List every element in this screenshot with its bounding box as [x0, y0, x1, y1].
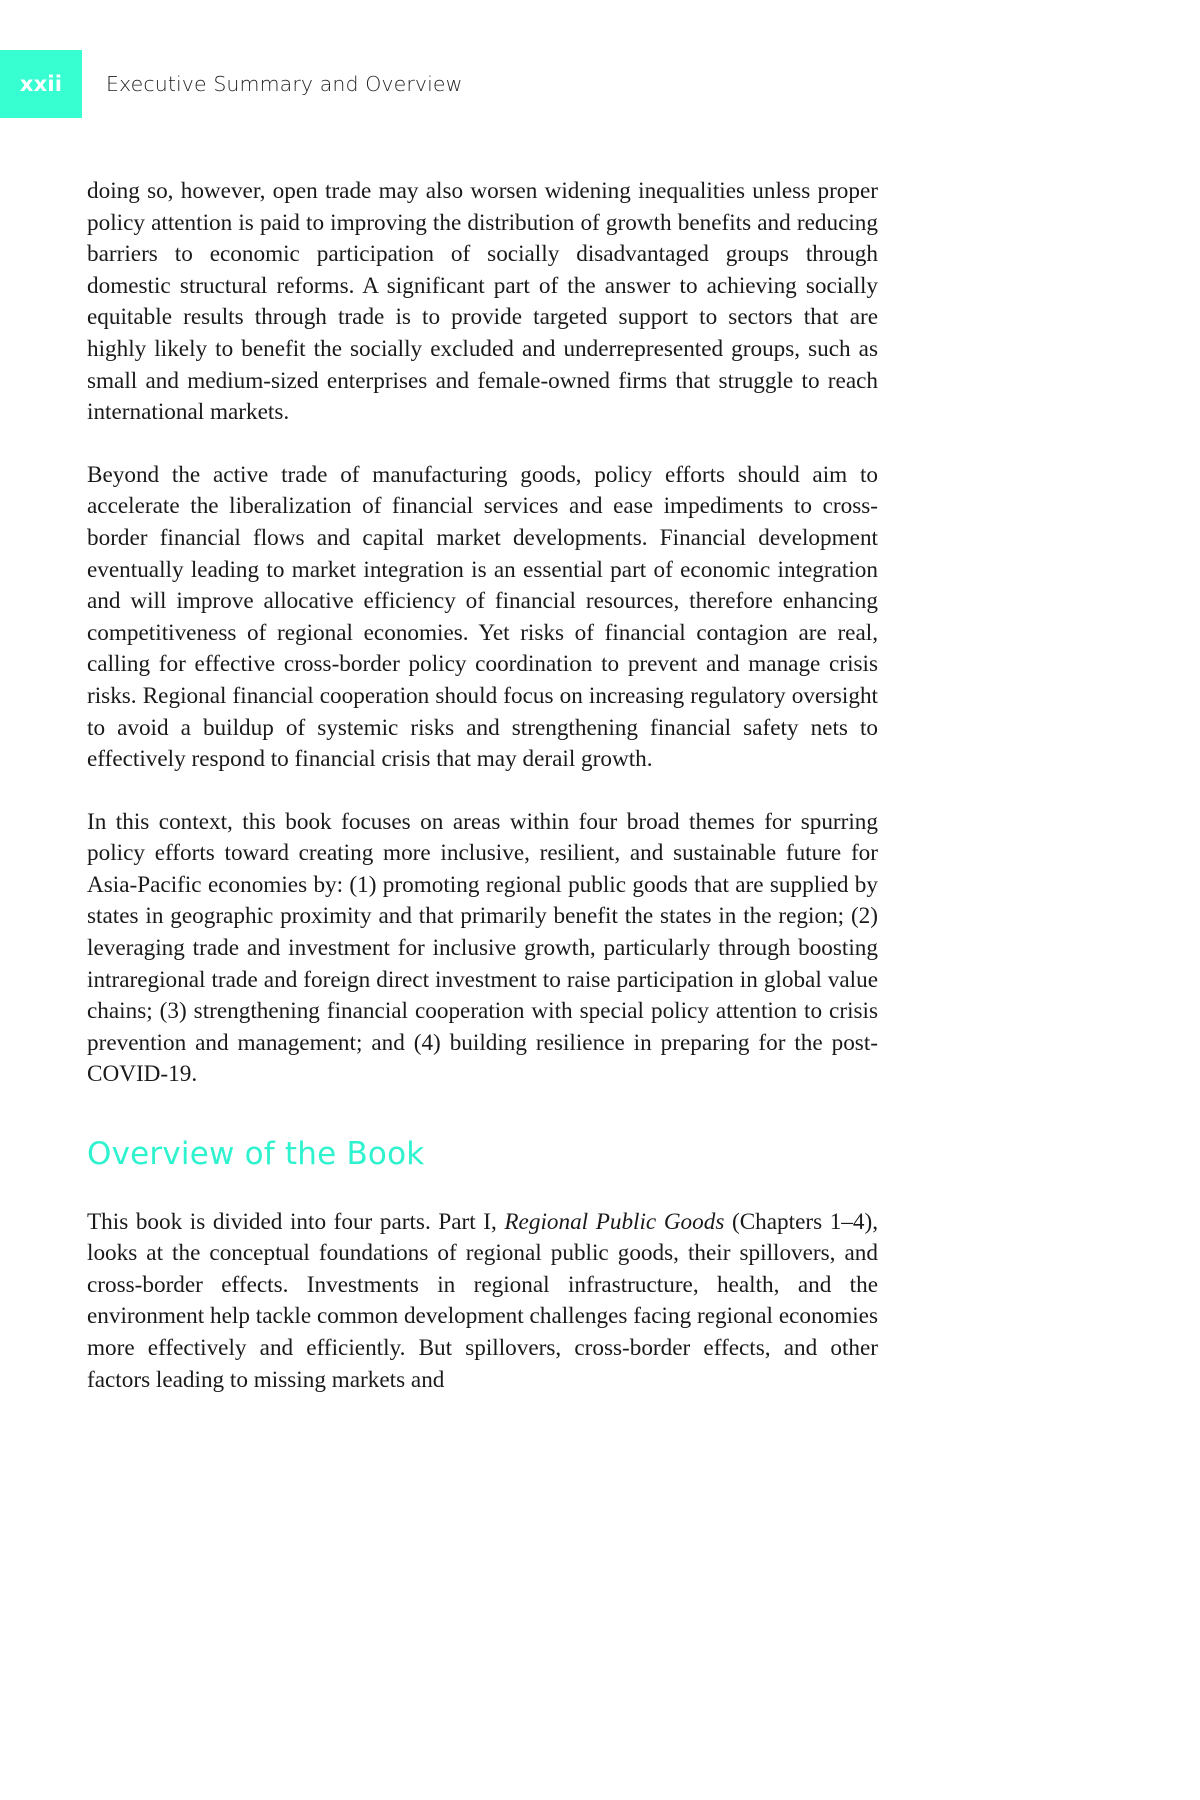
running-head [0, 50, 1200, 118]
running-head-title: Executive Summary and Overview [106, 72, 463, 96]
body-paragraph-1: doing so, however, open trade may also worsen widening inequalities unless proper policy attention is paid to improving the distribution of growth benefits and reducing barriers to economic participation of socially disadvantaged groups through domestic structural reforms. A significant part of the answer to achieving socially equitable results through trade is to provide targeted support to sectors that are highly likely to benefit the socially excluded and underrepresented groups, such as small and medium-sized enterprises and female-owned firms that struggle to reach international markets. [87, 178, 878, 426]
body-paragraph-2: Beyond the active trade of manufacturing goods, policy efforts should aim to accelerate the liberalization of financial services and ease impediments to cross-border financial flows and capital market developments. Financial development eventually leading to market integration is an essential part of economic integration and will improve allocative efficiency of financial resources, therefore enhancing competitiveness of regional economies. Yet risks of financial contagion are real, calling for effective cross-border policy coordination to prevent and manage crisis risks. Regional financial cooperation should focus on increasing regulatory oversight to avoid a buildup of systemic risks and strengthening financial safety nets to effectively respond to financial crisis that may derail growth. [87, 461, 878, 773]
section-paragraph-text-lead: This book is divided into four parts. Part I, [87, 1208, 505, 1235]
book-part-title-italic: Regional Public Goods [504, 1208, 725, 1235]
page-number: xxii [19, 71, 63, 96]
section-paragraph-text-tail: (Chapters 1–4), looks at the conceptual foundations of regional public goods, their spillovers, and cross-border effects. Investments in regional infrastructure, health, and the environment help tackle common development challenges facing regional economies more effectively and efficiently. But spillovers, cross-border effects, and other factors leading to missing markets and [87, 1208, 879, 1393]
text-column [87, 176, 878, 1396]
body-paragraph-3: In this context, this book focuses on areas within four broad themes for spurring policy efforts toward creating more inclusive, resilient, and sustainable future for Asia-Pacific economies by: (1) promoting regional public goods that are supplied by states in geographic proximity and that primarily benefit the states in the region; (2) leveraging trade and investment for inclusive growth, particularly through boosting intraregional trade and foreign direct investment to raise participation in global value chains; (3) strengthening financial cooperation with special policy attention to crisis prevention and management; and (4) building resilience in preparing for the post-COVID-19. [87, 808, 878, 1088]
page-folio-box [0, 50, 82, 118]
section-paragraph-1 [87, 1207, 878, 1397]
section-heading-overview-of-the-book: Overview of the Book [87, 1136, 425, 1173]
